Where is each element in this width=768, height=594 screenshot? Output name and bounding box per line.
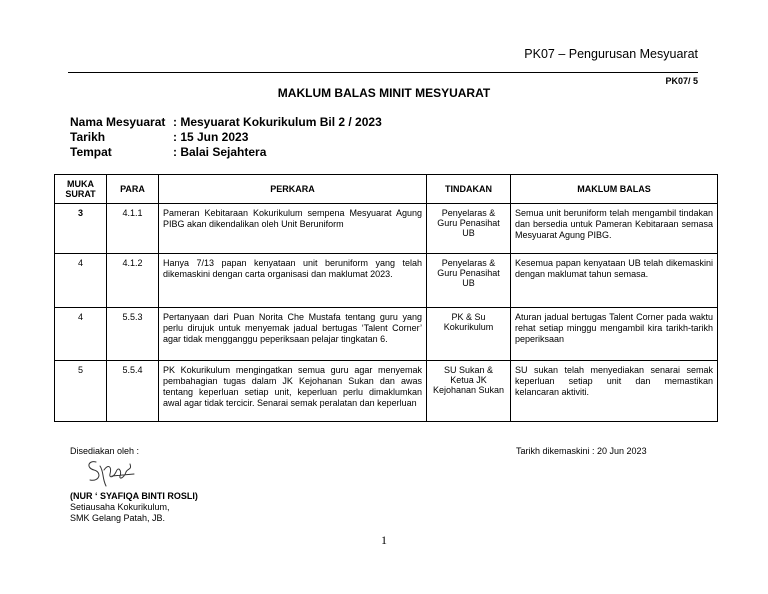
cell-feedback: Aturan jadual bertugas Talent Corner pada waktu rehat setiap minggu mengambil kira tarikh-tarikh peperiksaan (511, 308, 718, 361)
meeting-date-row (70, 130, 382, 145)
cell-item: PK Kokurikulum mengingatkan semua guru agar menyemak pembahagian tugas dalam JK Kejohanan Sukan dan awas tentang keperluan setiap unit, keperluan perlu dimaklumkan awal agar tidak tercicir. Senarai semak peralatan dan keperluan (159, 361, 427, 422)
signatory-school: SMK Gelang Patah, JB. (70, 513, 166, 523)
signatory-name: (NUR ‘ SYAFIQA BINTI ROSLI) (70, 491, 198, 501)
column-header-page: MUKA SURAT (55, 175, 107, 204)
document-code: PK07/ 5 (665, 76, 698, 86)
document-reference: PK07 – Pengurusan Mesyuarat (524, 47, 698, 61)
cell-page: 3 (55, 204, 107, 254)
column-header-para: PARA (107, 175, 159, 204)
meeting-name-row (70, 115, 382, 130)
cell-item: Pameran Kebitaraan Kokurikulum sempena Mesyuarat Agung PIBG akan dikendalikan oleh Unit Beruniform (159, 204, 427, 254)
minutes-table (54, 174, 718, 422)
meta-value: : 15 Jun 2023 (173, 130, 249, 144)
column-header-item: PERKARA (159, 175, 427, 204)
cell-action: Penyelaras & Guru Penasihat UB (427, 254, 511, 308)
updated-date: Tarikh dikemaskini : 20 Jun 2023 (516, 446, 647, 456)
table-row (55, 254, 718, 308)
cell-para: 5.5.3 (107, 308, 159, 361)
cell-feedback: Kesemua papan kenyataan UB telah dikemaskini dengan maklumat tahun semasa. (511, 254, 718, 308)
cell-page: 5 (55, 361, 107, 422)
document-title: MAKLUM BALAS MINIT MESYUARAT (277, 86, 491, 100)
cell-page: 4 (55, 254, 107, 308)
header-rule (68, 72, 698, 73)
table-row (55, 308, 718, 361)
column-header-feedback: MAKLUM BALAS (511, 175, 718, 204)
cell-feedback: SU sukan telah menyediakan senarai semak keperluan setiap unit dan memastikan kelancaran aktiviti. (511, 361, 718, 422)
table-header-row (55, 175, 718, 204)
cell-action: PK & Su Kokurikulum (427, 308, 511, 361)
prepared-by-label: Disediakan oleh : (70, 446, 140, 456)
meta-value: : Balai Sejahtera (173, 145, 267, 159)
signatory-role: Setiausaha Kokurikulum, (70, 502, 170, 512)
cell-page: 4 (55, 308, 107, 361)
table-row (55, 361, 718, 422)
cell-item: Hanya 7/13 papan kenyataan unit beruniform yang telah dikemaskini dengan carta organisasi dan maklumat 2023. (159, 254, 427, 308)
page-number: 1 (381, 533, 387, 547)
cell-para: 4.1.1 (107, 204, 159, 254)
meta-label: Nama Mesyuarat (70, 115, 166, 129)
cell-action: SU Sukan & Ketua JK Kejohanan Sukan (427, 361, 511, 422)
cell-feedback: Semua unit beruniform telah mengambil tindakan dan bersedia untuk Pameran Kebitaraan semasa Mesyuarat Agung PIBG. (511, 204, 718, 254)
cell-action: Penyelaras & Guru Penasihat UB (427, 204, 511, 254)
cell-para: 5.5.4 (107, 361, 159, 422)
meeting-place-row (70, 145, 382, 160)
meta-label: Tempat (70, 145, 112, 159)
meeting-details (70, 115, 382, 160)
meta-label: Tarikh (70, 130, 106, 144)
meta-value: : Mesyuarat Kokurikulum Bil 2 / 2023 (173, 115, 382, 129)
table-row (55, 204, 718, 254)
signatory-block (70, 491, 198, 524)
column-header-action: TINDAKAN (427, 175, 511, 204)
cell-para: 4.1.2 (107, 254, 159, 308)
signature-image (82, 456, 142, 495)
cell-item: Pertanyaan dari Puan Norita Che Mustafa tentang guru yang perlu dirujuk untuk menyemak jadual bertugas ‘Talent Corner’ agar tidak mengganggu peperiksaan pelajar tingkatan 6. (159, 308, 427, 361)
